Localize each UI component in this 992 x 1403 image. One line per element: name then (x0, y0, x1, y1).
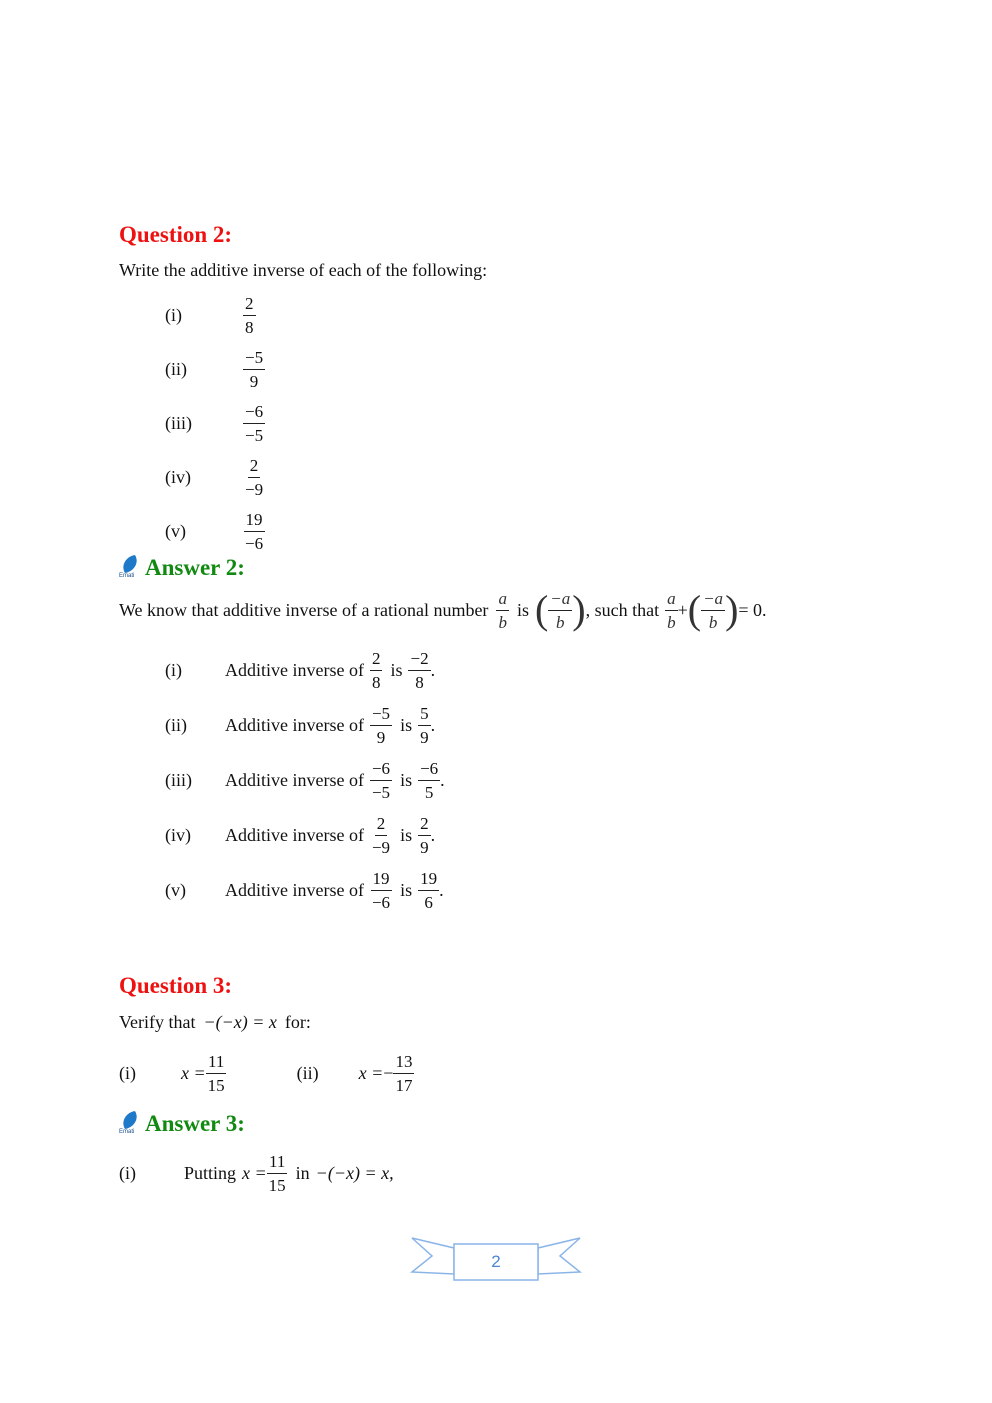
answer-2-item: (ii) Additive inverse of $\frac{-5}{9}$ is $\frac{5}{9}$ . (165, 704, 436, 747)
answer-3-item: (i) Putting x = $\frac{11}{15}$ in −(−x) = x, (119, 1151, 394, 1195)
question-3-prompt: Verify that −(−x) = x for: (119, 1012, 311, 1032)
ebook-feather-icon: Emati (119, 557, 141, 579)
answer-2-item: (i) Additive inverse of $\frac{2}{8}$ is $\frac{-2}{8}$ . (165, 649, 436, 692)
fraction-a-over-b: $\frac{a}{b}$ (667, 588, 676, 632)
item-label: (iv) (165, 466, 191, 487)
fraction-neg-a-over-b: $\frac{-a}{b}$ (703, 588, 724, 632)
item-label: (i) (165, 304, 182, 325)
question-2-heading: Question 2: (119, 222, 233, 247)
page-number-ribbon (410, 1234, 582, 1282)
question-2-prompt: Write the additive inverse of each of the following: (119, 260, 488, 280)
item-label: (iii) (165, 412, 192, 433)
ebook-feather-icon: Emati (119, 1113, 141, 1135)
answer-2-item: (v) Additive inverse of $\frac{19}{-6}$ is $\frac{19}{6}$ . (165, 869, 444, 912)
answer-3-header (119, 1111, 245, 1137)
fraction: $\frac{2}{8}$ (245, 293, 254, 337)
question-2-item (165, 450, 265, 504)
answer-2-items (165, 643, 445, 918)
question-2-item (165, 396, 265, 450)
page-number: 2 (491, 1252, 501, 1271)
fraction-neg-a-over-b: $\frac{-a}{b}$ (550, 588, 571, 632)
fraction: $\frac{-6}{-5}$ (245, 401, 264, 445)
answer-2-heading: Answer 2: (145, 555, 245, 580)
item-label: (v) (165, 520, 186, 541)
fraction-a-over-b: $\frac{a}{b}$ (498, 588, 507, 632)
question-2-item (165, 288, 265, 342)
question-3-heading: Question 3: (119, 973, 233, 998)
answer-2-item: (iv) Additive inverse of $\frac{2}{-9}$ is $\frac{2}{9}$ . (165, 814, 436, 857)
question-2-item (165, 504, 265, 558)
answer-2-header (119, 555, 245, 581)
fraction: $\frac{19}{-6}$ (245, 509, 264, 553)
answer-2-intro: We know that additive inverse of a rational number $\frac{a}{b}$ is ( $\frac{-a}{b}$ ) , such that $\frac{a}{b}$ + ( $\frac{-a}{b}$ ) = 0. (119, 587, 767, 632)
fraction: $\frac{2}{-9}$ (245, 455, 264, 499)
question-2-item (165, 342, 265, 396)
answer-3-heading: Answer 3: (145, 1111, 245, 1136)
question-2-items (165, 288, 265, 558)
answer-2-item: (iii) Additive inverse of $\frac{-6}{-5}$ is $\frac{-6}{5}$ . (165, 759, 445, 802)
identity-expression: −(−x) = x (203, 1012, 277, 1032)
item-label: (ii) (165, 358, 187, 379)
question-3-items: (i) x = $\frac{11}{15}$ (ii) x = − $\frac{13}{17}$ (119, 1051, 413, 1095)
fraction: $\frac{-5}{9}$ (245, 347, 264, 391)
